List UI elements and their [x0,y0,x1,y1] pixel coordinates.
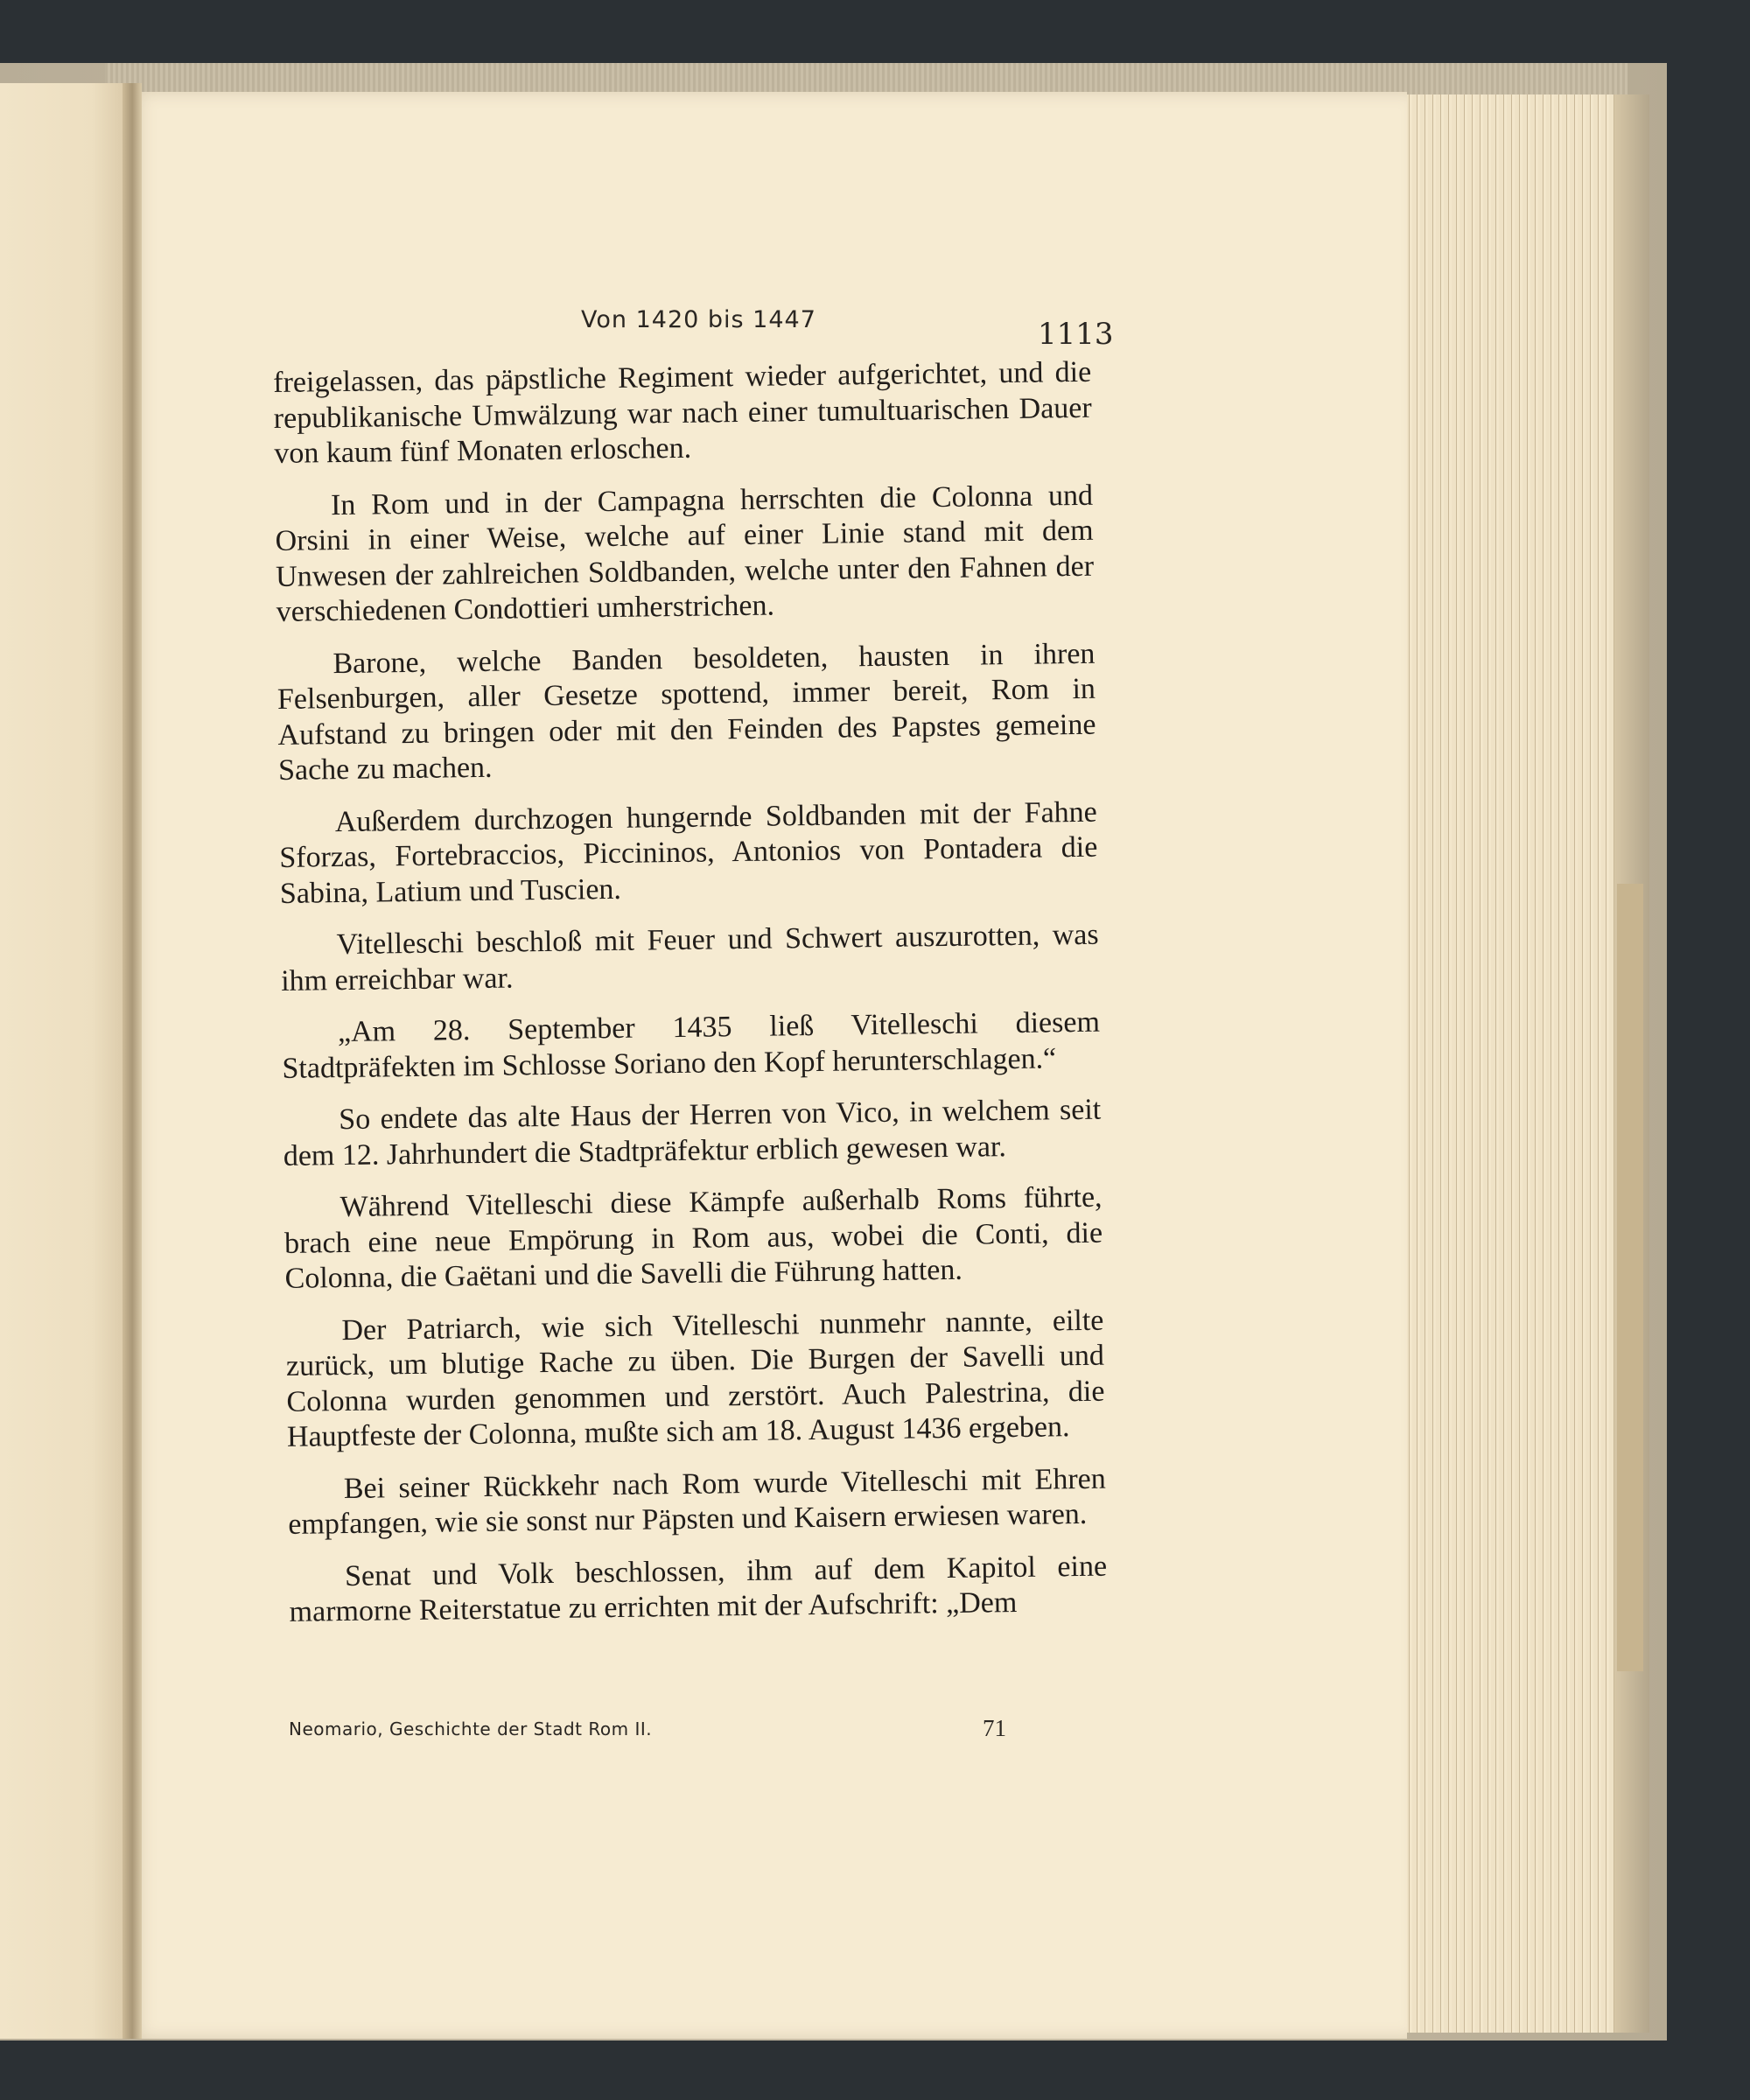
paragraph: Während Vitelleschi diese Kämpfe außerhalb Roms führte, brach eine neue Empörung in Rom aus, wobei die Conti, die Colonna, die Gaëtani und die Savelli die Führung hatten. [284,1180,1103,1295]
paragraph: freigelassen, das päpstliche Regiment wieder aufgerichtet, und die republikanische Umwälzung war nach einer tumultuarischen Dauer von kaum fünf Monaten erloschen. [273,355,1092,470]
paragraph: Senat und Volk beschlossen, ihm auf dem Kapitol eine marmorne Reiterstatue zu errichten mit der Aufschrift: „Dem [289,1550,1108,1628]
paragraph: Bei seiner Rückkehr nach Rom wurde Vitelleschi mit Ehren empfangen, wie sie sonst nur Päpsten und Kaisern erwiesen waren. [288,1462,1106,1541]
footer-signature: 71 [983,1715,1006,1741]
footer-source: Neomario, Geschichte der Stadt Rom II. [289,1718,653,1740]
paragraph: In Rom und in der Campagna herrschten die Colonna und Orsini in einer Weise, welche auf einer Linie stand mit dem Unwesen der zahlreichen Soldbanden, welche unter den Fahnen der verschiedenen Condottieri umherstrichen. [275,479,1095,628]
paragraph: Der Patriarch, wie sich Vitelleschi nunmehr nannte, eilte zurück, um blutige Rache zu üben. Die Burgen der Savelli und Colonna wurden genommen und zerstört. Auch Palestrina, die Hauptfeste der Colonna, mußte sich am 18. August 1436 ergeben. [285,1304,1105,1453]
page-number: 1113 [1038,317,1114,352]
binding-patch [1617,884,1643,1671]
page-stack-edge [1404,94,1628,2033]
paragraph: Vitelleschi beschloß mit Feuer und Schwert auszurotten, was ihm erreichbar war. [280,918,1099,998]
book-gutter [122,83,142,2039]
paragraph: Außerdem durchzogen hungernde Soldbanden mit der Fahne Sforzas, Fortebraccios, Piccininos, Antonios von Pontadera die Sabina, Latium und Tuscien. [279,795,1098,910]
page-body [273,355,1108,1648]
paragraph: Barone, welche Banden besoldeten, hausten in ihren Felsenburgen, aller Gesetze spottend, immer bereit, Rom in Aufstand zu bringen oder mit den Feinden des Papstes gemeine Sache zu machen. [276,637,1096,787]
left-page-edge [0,83,131,2039]
paragraph: „Am 28. September 1435 ließ Vitelleschi diesem Stadtpräfekten im Schlosse Soriano den Kopf herunterschlagen.“ [282,1005,1101,1085]
paragraph: So endete das alte Haus der Herren von Vico, in welchem seit dem 12. Jahrhundert die Stadtpräfektur erblich gewesen war. [283,1093,1102,1172]
running-title: Von 1420 bis 1447 [581,306,816,333]
